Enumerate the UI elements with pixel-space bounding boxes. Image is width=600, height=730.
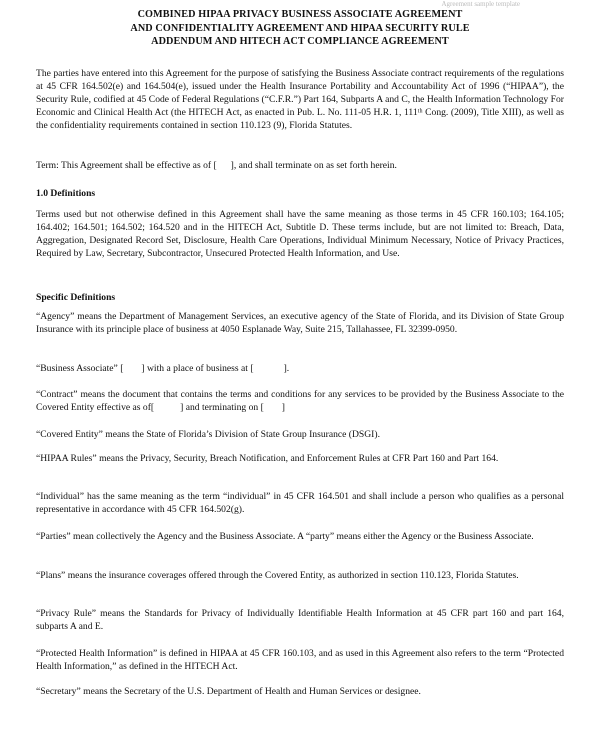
agency-paragraph: “Agency” means the Department of Management Services, an executive agency of the State of Florida, and its Division of State Group Insurance with its principle place of business at 4050 Esplanade Way, Suite 215, Tallahassee, FL 32399-0950. xyxy=(36,311,564,336)
covered-entity-paragraph: “Covered Entity” means the State of Florida’s Division of State Group Insurance (DSGI). xyxy=(36,429,380,440)
contract-text-b: ] and terminating on [ xyxy=(180,402,264,414)
business-associate-definition xyxy=(36,362,564,375)
individual-definition xyxy=(36,490,564,516)
term-section xyxy=(36,159,564,172)
business-associate-text-b: ] with a place of business at [ xyxy=(141,363,254,374)
document-title xyxy=(0,8,600,49)
covered-entity-definition xyxy=(36,428,564,441)
page-header xyxy=(0,0,600,6)
term-suffix: ], and shall terminate on as set forth herein. xyxy=(230,160,397,171)
contract-paragraph xyxy=(36,388,564,414)
privacy-rule-definition xyxy=(36,607,564,633)
privacy-rule-paragraph: “Privacy Rule” means the Standards for Privacy of Individually Identifiable Health Information at 45 CFR part 160 and part 164, subparts A and E. xyxy=(36,608,564,633)
contract-definition xyxy=(36,388,564,414)
definitions-heading-section xyxy=(36,183,564,201)
definitions-section xyxy=(36,208,564,260)
hipaa-rules-definition xyxy=(36,452,564,465)
header-faded-text: Agreement sample template xyxy=(441,0,520,8)
intro-section xyxy=(36,67,564,132)
business-associate-text-a: “Business Associate” [ xyxy=(36,363,124,374)
plans-definition xyxy=(36,569,564,582)
term-prefix: Term: This Agreement shall be effective as of [ xyxy=(36,160,217,171)
contract-text-c: ] xyxy=(281,402,285,414)
phi-paragraph: “Protected Health Information” is defined in HIPAA at 45 CFR 160.103, and as used in this Agreement also refers to the term “Protected Health Information,” as defined in the HITECH Act. xyxy=(36,648,564,673)
definitions-heading: 1.0 Definitions xyxy=(36,188,96,199)
title-line-3: ADDENDUM AND HITECH ACT COMPLIANCE AGREEMENT xyxy=(151,36,449,47)
term-paragraph xyxy=(36,159,564,172)
title-line-1: COMBINED HIPAA PRIVACY BUSINESS ASSOCIATE AGREEMENT xyxy=(137,9,463,20)
contract-text-a: “Contract” means the document that contains the terms and conditions for any services to be provided by the Business Associate to the Covered Entity effective as of[ xyxy=(36,389,564,414)
title-line-2: AND CONFIDENTIALITY AGREEMENT AND HIPAA SECURITY RULE xyxy=(130,22,470,34)
definitions-paragraph: Terms used but not otherwise defined in this Agreement shall have the same meaning as those terms in 45 CFR 160.103; 164.105; 164.402; 164.501; 164.502; 164.520 and in the HITECH Act, Subtitle D. These terms include, but are not limited to: Breach, Data, Aggregation, Designated Record Set, Disclosure, Health Care Operations, Individual Minimum Necessary, Notice of Privacy Practices, Required by Law, Secretary, Subcontractor, Unsecured Protected Health Information, and Use. xyxy=(36,209,564,260)
phi-definition xyxy=(36,647,564,673)
agency-definition xyxy=(36,310,564,336)
hipaa-rules-paragraph: “HIPAA Rules” means the Privacy, Security, Breach Notification, and Enforcement Rules at CFR Part 160 and Part 164. xyxy=(36,453,499,464)
parties-paragraph: “Parties” mean collectively the Agency and the Business Associate. A “party” means either the Agency or the Business Associate. xyxy=(36,531,534,542)
parties-definition xyxy=(36,530,564,543)
specific-definitions-heading-section xyxy=(36,287,564,305)
specific-definitions-heading: Specific Definitions xyxy=(36,292,116,303)
plans-paragraph: “Plans” means the insurance coverages offered through the Covered Entity, as authorized in section 110.123, Florida Statutes. xyxy=(36,570,519,581)
individual-paragraph: “Individual” has the same meaning as the term “individual” in 45 CFR 164.501 and shall include a person who qualifies as a personal representative in accordance with 45 CFR 164.502(g). xyxy=(36,491,564,516)
business-associate-text-c: ]. xyxy=(283,363,290,374)
secretary-paragraph: “Secretary” means the Secretary of the U.S. Department of Health and Human Services or designee. xyxy=(36,686,421,697)
intro-paragraph: The parties have entered into this Agreement for the purpose of satisfying the Business Associate contract requirements of the regulations at 45 CFR 164.502(e) and 164.504(e), issued under the Health Insurance Portability and Accountability Act of 1996 (“HIPAA”), the Security Rule, codified at 45 Code of Federal Regulations (“C.F.R.”) Part 164, Subparts A and C, the Health Information Technology For Economic and Clinical Health Act (the HITECH Act, as enacted in Pub. L. No. 111-05 H.R. 1, 111ᵗʰ Cong. (2009), Title XIII), as well as the confidentiality requirements contained in section 110.123 (9), Florida Statutes. xyxy=(36,68,564,132)
secretary-definition xyxy=(36,685,564,698)
business-associate-paragraph xyxy=(36,362,564,375)
